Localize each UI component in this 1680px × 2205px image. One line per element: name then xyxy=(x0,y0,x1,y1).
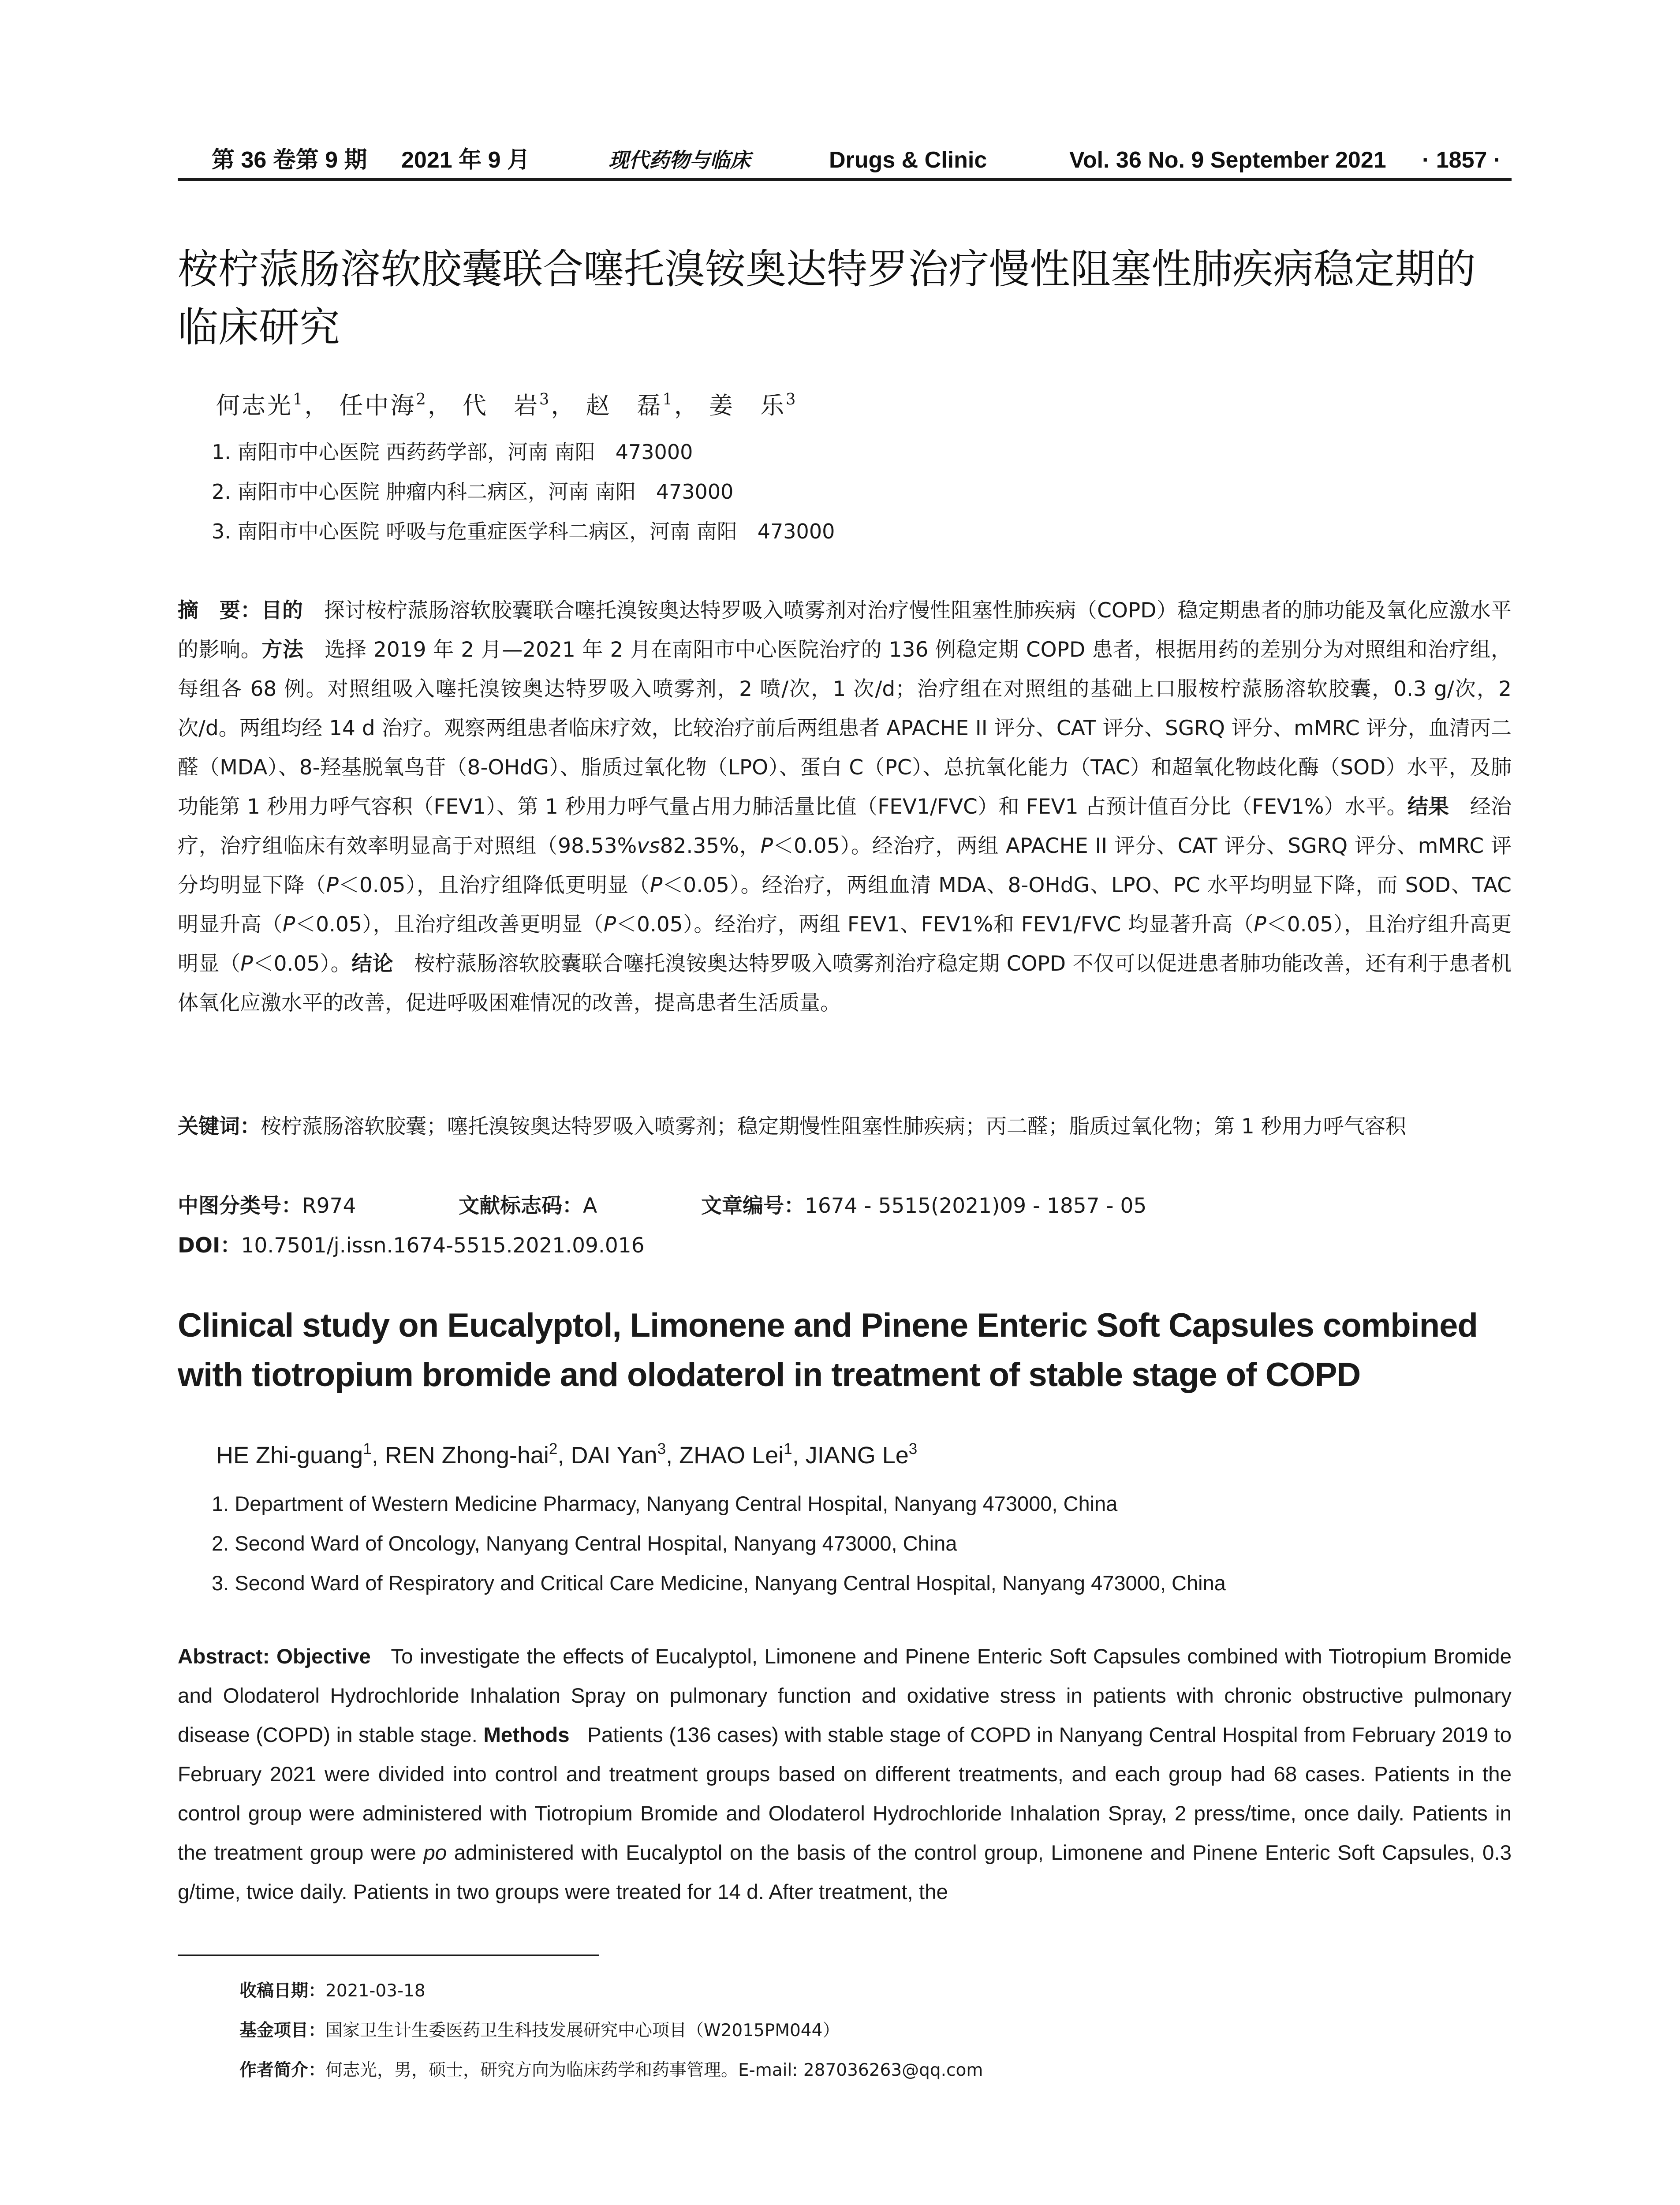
received-value: 2021-03-18 xyxy=(325,1981,426,2001)
results-cn-part: 经治疗，治疗组临床有效率明显高于对照组（98.53% xyxy=(178,795,1512,858)
author-sup: 3 xyxy=(657,1440,666,1458)
authors-cn: 何志光$^1$， 任中海$^2$， 代 岩$^3$， 赵 磊$^1$， 姜 乐$^3$ xyxy=(216,390,798,419)
conclusion-label-cn: 结论 xyxy=(351,952,393,976)
p-italic: P xyxy=(603,912,616,937)
keywords-text: 桉柠蒎肠溶软胶囊；噻托溴铵奥达特罗吸入喷雾剂；稳定期慢性阻塞性肺疾病；丙二醛；脂质过氧化物；第 1 秒用力呼气容积 xyxy=(261,1114,1406,1139)
header-date-cn: 2021 年 9 月 xyxy=(401,147,530,173)
author-cn: 代 岩 xyxy=(463,392,539,419)
abstract-cn-label: 摘 要： xyxy=(178,598,261,623)
doc-code-value: A xyxy=(583,1194,597,1218)
results-cn-part: ＜0.05）。经治疗，两组 APACHE II 评分、CAT 评分、SGRQ 评分、mMRC 评分均明显下降（ xyxy=(178,834,1512,897)
header-page-number: · 1857 · xyxy=(1422,147,1501,173)
footnote-author xyxy=(239,2053,983,2088)
doi-value: 10.7501/j.issn.1674-5515.2021.09.016 xyxy=(241,1233,645,1258)
p-italic: P xyxy=(326,873,339,897)
author-sup: 3 xyxy=(539,390,551,408)
results-cn-part: ＜0.05），且治疗组降低更明显（ xyxy=(338,873,650,897)
author-sup: 1 xyxy=(784,1440,792,1458)
results-cn-part: 82.35%， xyxy=(660,834,761,858)
author-sup: 1 xyxy=(293,390,305,408)
author-en: ZHAO Lei xyxy=(679,1442,784,1469)
clc-label: 中图分类号： xyxy=(178,1194,302,1218)
doi xyxy=(178,1226,645,1265)
authors-en: HE Zhi-guang$^1$, REN Zhong-hai$^2$, DAI Yan$^3$, ZHAO Lei$^1$, JIANG Le$^3$ xyxy=(216,1440,918,1469)
objective-en: To investigate the effects of Eucalyptol, Limonene and Pinene Enteric Soft Capsules combined with Tiotropium Bromide and Olodaterol Hydrochloride Inhalation Spray on pulmonary function and oxidative stress in patients with chronic obstructive pulmonary disease (COPD) in stable stage. xyxy=(178,1645,1512,1747)
author-bio-label: 作者简介： xyxy=(239,2060,326,2080)
results-cn-part: ＜0.05）。经治疗，两组血清 MDA、8-OHdG、LPO、PC 水平均明显下降，而 SOD、TAC 明显升高（ xyxy=(178,873,1512,937)
header-volume-en: Vol. 36 No. 9 September 2021 xyxy=(1069,147,1386,173)
author-cn: 何志光 xyxy=(216,392,293,419)
affiliation-cn-1: 1. 南阳市中心医院 西药药学部，河南 南阳 473000 xyxy=(212,440,693,464)
doc-code xyxy=(459,1186,597,1226)
results-cn-part: ＜0.05），且治疗组升高更明显（ xyxy=(178,912,1512,976)
author-en: REN Zhong-hai xyxy=(385,1442,549,1469)
results-cn-part: ＜0.05），且治疗组改善更明显（ xyxy=(295,912,604,937)
author-en: JIANG Le xyxy=(805,1442,909,1469)
fund-label: 基金项目： xyxy=(239,2021,326,2041)
results-cn-part: ＜0.05）。经治疗，两组 FEV1、FEV1%和 FEV1/FVC 均显著升高（ xyxy=(616,912,1254,937)
p-italic: P xyxy=(760,834,773,858)
author-bio-value: 何志光，男，硕士，研究方向为临床药学和药事管理。E-mail: 287036263@qq.com xyxy=(325,2060,983,2080)
title-en: Clinical study on Eucalyptol, Limonene and Pinene Enteric Soft Capsules combined with tiotropium bromide and olodaterol in treatment of stable stage of COPD xyxy=(178,1307,1478,1394)
author-en: HE Zhi-guang xyxy=(216,1442,363,1469)
objective-label-en: Objective xyxy=(276,1645,371,1668)
p-italic: P xyxy=(1254,912,1266,937)
p-italic: P xyxy=(650,873,663,897)
article-no-label: 文章编号： xyxy=(701,1194,805,1218)
clc-value: R974 xyxy=(302,1194,356,1218)
footnote-received xyxy=(239,1973,426,2009)
author-cn: 姜 乐 xyxy=(709,392,786,419)
results-cn-part: ＜0.05）。 xyxy=(253,952,352,976)
objective-cn: 探讨桉柠蒎肠溶软胶囊联合噻托溴铵奥达特罗吸入喷雾剂对治疗慢性阻塞性肺疾病（COPD）稳定期患者的肺功能及氧化应激水平的影响。 xyxy=(178,598,1512,662)
keywords-label: 关键词： xyxy=(178,1114,261,1139)
header-volume-cn: 第 36 卷第 9 期 xyxy=(212,147,367,173)
author-sup: 2 xyxy=(549,1440,558,1458)
affiliation-en-3: 3. Second Ward of Respiratory and Critical Care Medicine, Nanyang Central Hospital, Nanyang 473000, China xyxy=(212,1571,1226,1595)
p-italic: P xyxy=(282,912,295,937)
p-italic: P xyxy=(240,952,253,976)
keywords-cn xyxy=(178,1107,1512,1146)
author-cn: 任中海 xyxy=(339,392,416,419)
author-sup: 1 xyxy=(662,390,674,408)
article-no xyxy=(701,1186,1146,1226)
abstract-cn xyxy=(178,591,1512,1023)
clc xyxy=(178,1186,356,1226)
affiliation-en-2: 2. Second Ward of Oncology, Nanyang Central Hospital, Nanyang 473000, China xyxy=(212,1532,957,1555)
header-rule xyxy=(178,178,1512,181)
author-sup: 3 xyxy=(908,1440,918,1458)
article-no-value: 1674 - 5515(2021)09 - 1857 - 05 xyxy=(805,1194,1147,1218)
footnote-rule xyxy=(178,1955,599,1956)
doi-label: DOI： xyxy=(178,1233,241,1258)
objective-label-cn: 目的 xyxy=(261,598,303,623)
doc-code-label: 文献标志码： xyxy=(459,1194,583,1218)
fund-value: 国家卫生计生委医药卫生科技发展研究中心项目（W2015PM044） xyxy=(325,2021,840,2041)
affiliation-en-1: 1. Department of Western Medicine Pharmacy, Nanyang Central Hospital, Nanyang 473000, China xyxy=(212,1492,1118,1515)
affiliation-cn-3: 3. 南阳市中心医院 呼吸与危重症医学科二病区，河南 南阳 473000 xyxy=(212,519,835,543)
abstract-en-label: Abstract: xyxy=(178,1645,270,1668)
footnote-fund xyxy=(239,2013,840,2048)
results-label-cn: 结果 xyxy=(1407,795,1449,819)
author-sup: 1 xyxy=(363,1440,372,1458)
methods-cn: 选择 2019 年 2 月—2021 年 2 月在南阳市中心医院治疗的 136 例稳定期 COPD 患者，根据用药的差别分为对照组和治疗组，每组各 68 例。对照组吸入噻托溴铵奥达特罗吸入喷雾剂，2 喷/次，1 次/d；治疗组在对照组的基础上口服桉柠蒎肠溶软胶囊，0.3 g/次，2 次/d。两组均经 14 d 治疗。观察两组患者临床疗效，比较治疗前后两组患者 APACHE II 评分、CAT 评分、SGRQ 评分、mMRC 评分，血清丙二醛（MDA）、8-羟基脱氧鸟苷（8-OHdG）、脂质过氧化物（LPO）、蛋白 C（PC）、总抗氧化能力（TAC）和超氧化物歧化酶（SOD）水平，及肺功能第 1 秒用力呼气容积（FEV1）、第 1 秒用力呼气量占用力肺活量比值（FEV1/FVC）和 FEV1 占预计值百分比（FEV1%）水平。 xyxy=(178,638,1512,819)
affiliation-cn-2: 2. 南阳市中心医院 肿瘤内科二病区，河南 南阳 473000 xyxy=(212,480,734,504)
methods-label-cn: 方法 xyxy=(261,638,304,662)
abstract-en xyxy=(178,1637,1512,1912)
title-cn: 桉柠蒎肠溶软胶囊联合噻托溴铵奥达特罗治疗慢性阻塞性肺疾病稳定期的临床研究 xyxy=(178,246,1476,351)
methods-en-part: administered with Eucalyptol on the basis of the control group, Limonene and Pinene Enteric Soft Capsules, 0.3 g/time, twice daily. Patients in two groups were treated for 14 d. After treatment, the xyxy=(178,1841,1512,1904)
vs-italic: vs xyxy=(637,834,660,858)
header-journal-cn: 现代药物与临床 xyxy=(609,148,750,172)
author-en: DAI Yan xyxy=(571,1442,657,1469)
header-journal-en: Drugs & Clinic xyxy=(829,147,987,173)
author-sup: 3 xyxy=(786,390,798,408)
author-sup: 2 xyxy=(416,390,428,408)
methods-en-part: Patients (136 cases) with stable stage of COPD in Nanyang Central Hospital from February 2019 to February 2021 were divided into control and treatment groups based on different treatments, and each group had 68 cases. Patients in the control group were administered with Tiotropium Bromide and Olodaterol Hydrochloride Inhalation Spray, 2 press/time, once daily. Patients in the treatment group were xyxy=(178,1723,1512,1865)
received-label: 收稿日期： xyxy=(239,1981,326,2001)
conclusion-cn: 桉柠蒎肠溶软胶囊联合噻托溴铵奥达特罗吸入喷雾剂治疗稳定期 COPD 不仅可以促进患者肺功能改善，还有利于患者机体氧化应激水平的改善，促进呼吸困难情况的改善，提高患者生活质量。 xyxy=(178,952,1512,1015)
author-cn: 赵 磊 xyxy=(586,392,663,419)
methods-label-en: Methods xyxy=(483,1723,570,1747)
po-italic: po xyxy=(423,1841,447,1865)
